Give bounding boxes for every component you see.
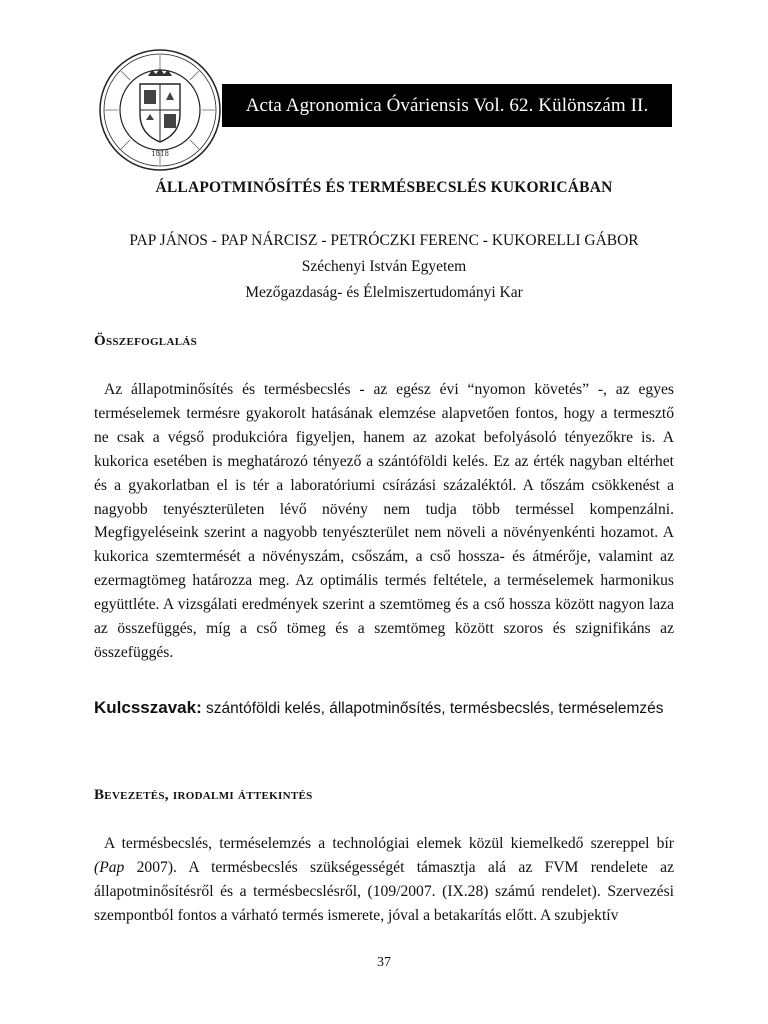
abstract-paragraph: Az állapotminősítés és termésbecslés - az egész évi “nyomon követés” -, az egyes terméselemek termésre gyakorolt hatásának elemzése alapvetően fontos, hogy a termesztő ne csak a végső produkcióra figyeljen, hanem az azokat befolyásoló tényezőkre is. A kukorica esetében is meghatározó tényező a szántóföldi kelés. Ez az érték nagyban eltérhet és a gyakorlatban el is tér a laboratóriumi csírázási százaléktól. A tőszám csökkenést a nagyobb tenyészterületen lévő növény nem tudja több terméssel kompenzálni. Megfigyeléseink szerint a nagyobb tenyészterület nem növeli a növényenkénti hozamot. A kukorica szemtermését a növényszám, csőszám, a cső hossza- és átmérője, valamint az ezermagtömeg határozza meg. Az optimális termés feltétele, a terméselemek harmonikus együttléte. A vizsgálati eredmények szerint a szemtömeg és a cső hossza között nagyon laza az összefüggés, míg a cső tömeg és a szemtömeg között szoros és szignifikáns az összefüggés. bbox=[94, 381, 674, 661]
page-number: 37 bbox=[377, 955, 391, 970]
svg-text:1818: 1818 bbox=[151, 150, 169, 158]
article-title: ÁLLAPOTMINŐSÍTÉS ÉS TERMÉSBECSLÉS KUKORICÁBAN bbox=[155, 179, 613, 196]
introduction-text-1: A termésbecslés, terméselemzés a technológiai elemek közül kiemelkedő szereppel bír bbox=[104, 835, 674, 852]
keywords-text: szántóföldi kelés, állapotminősítés, termésbecslés, terméselemzés bbox=[201, 700, 664, 717]
introduction-text-2: 2007). A termésbecslés szükségességét támasztja alá az FVM rendelete az állapotminősítésről és a termésbecslésről, (109/2007. (IX.28) számú rendelet). Szervezési szempontból fontos a várható termés ismerete, jóval a betakarítás előtt. A szubjektív bbox=[94, 858, 674, 924]
affiliation-faculty: Mezőgazdaság- és Élelmiszertudományi Kar bbox=[245, 284, 523, 301]
journal-title: Acta Agronomica Óváriensis Vol. 62. Különszám II. bbox=[245, 94, 649, 116]
article-authors: PAP JÁNOS - PAP NÁRCISZ - PETRÓCZKI FERENC - KUKORELLI GÁBOR bbox=[129, 232, 639, 249]
keywords-line bbox=[94, 698, 694, 718]
citation-author: (Pap bbox=[94, 858, 125, 876]
abstract-heading: Összefoglalás bbox=[94, 333, 197, 349]
affiliation-university: Széchenyi István Egyetem bbox=[301, 258, 467, 275]
journal-header-bar bbox=[222, 84, 672, 127]
introduction-heading: Bevezetés, irodalmi áttekintés bbox=[94, 787, 313, 803]
university-seal-logo bbox=[98, 48, 222, 172]
keywords-label: Kulcsszavak: bbox=[94, 698, 202, 717]
introduction-paragraph bbox=[94, 832, 674, 928]
